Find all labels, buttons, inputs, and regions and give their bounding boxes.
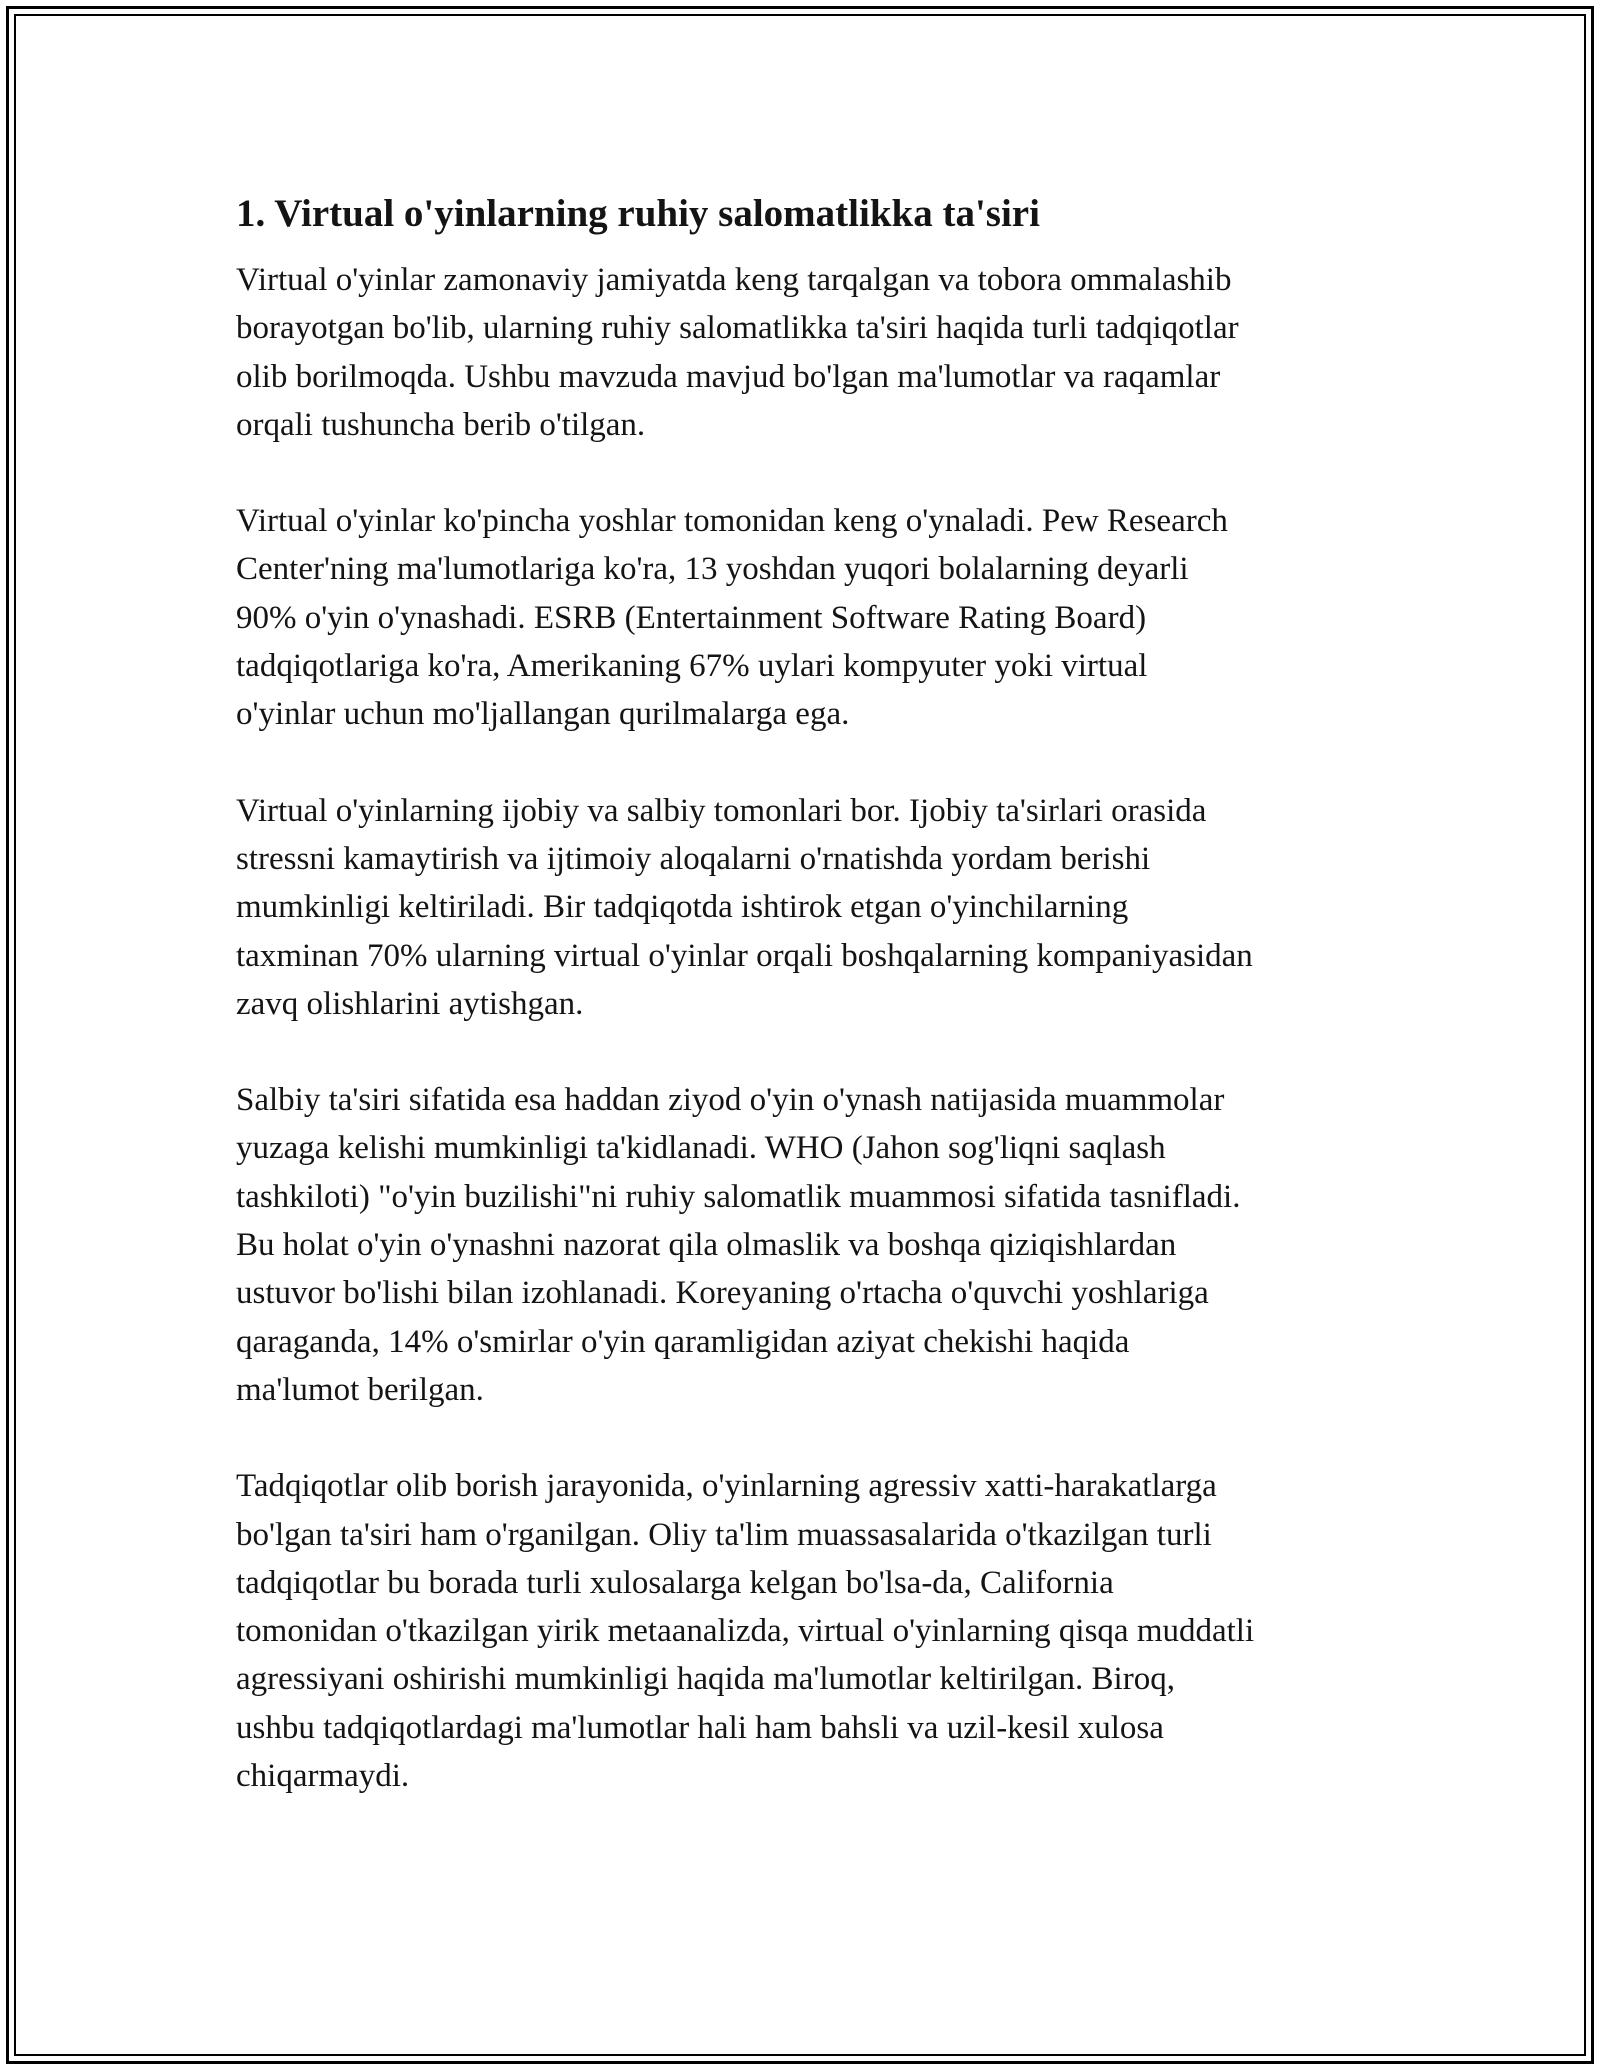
paragraph-line: ushbu tadqiqotlardagi ma'lumotlar hali ham bahsli va uzil-kesil xulosa <box>236 1709 1164 1746</box>
paragraph-aggression-research <box>236 1462 1376 1800</box>
paragraph-line: Bu holat o'yin o'ynashni nazorat qila olmaslik va boshqa qiziqishlardan <box>236 1227 1177 1264</box>
paragraph-positive-effects <box>236 787 1376 1028</box>
paragraph-line: tadqiqotlar bu borada turli xulosalarga kelgan bo'lsa-da, California <box>236 1564 1114 1601</box>
section-heading: 1. Virtual o'yinlarning ruhiy salomatlikka ta'siri <box>236 192 1040 235</box>
paragraph-line: zavq olishlarini aytishgan. <box>236 985 584 1022</box>
paragraph-line: borayotgan bo'lib, ularning ruhiy salomatlikka ta'siri haqida turli tadqiqotlar <box>236 310 1239 347</box>
paragraph-line: Virtual o'yinlar zamonaviy jamiyatda keng tarqalgan va tobora ommalashib <box>236 262 1232 298</box>
paragraph-line: Virtual o'yinlar ko'pincha yoshlar tomonidan keng o'ynaladi. Pew Research <box>236 503 1228 540</box>
paragraph-line: Salbiy ta'siri sifatida esa haddan ziyod o'yin o'ynash natijasida muammolar <box>236 1082 1225 1119</box>
paragraph-line: stressni kamaytirish va ijtimoiy aloqalarni o'rnatishda yordam berishi <box>236 840 1151 877</box>
paragraph-line: taxminan 70% ularning virtual o'yinlar orqali boshqalarning kompaniyasidan <box>236 937 1253 974</box>
paragraph-line: Center'ning ma'lumotlariga ko'ra, 13 yoshdan yuqori bolalarning deyarli <box>236 551 1189 588</box>
paragraph-line: o'yinlar uchun mo'ljallangan qurilmalarga ega. <box>236 696 850 733</box>
paragraph-line: mumkinligi keltiriladi. Bir tadqiqotda ishtirok etgan o'yinchilarning <box>236 889 1129 926</box>
paragraph-line: yuzaga kelishi mumkinligi ta'kidlanadi. WHO (Jahon sog'liqni saqlash <box>236 1130 1166 1167</box>
paragraph-line: agressiyani oshirishi mumkinligi haqida ma'lumotlar keltirilgan. Biroq, <box>236 1661 1175 1698</box>
document-body <box>236 186 1376 1800</box>
paragraph-line: tashkiloti) "o'yin buzilishi"ni ruhiy salomatlik muammosi sifatida tasnifladi. <box>236 1178 1241 1215</box>
paragraph-line: tadqiqotlariga ko'ra, Amerikaning 67% uylari kompyuter yoki virtual <box>236 648 1148 685</box>
paragraph-line: 90% o'yin o'ynashadi. ESRB (Entertainment Software Rating Board) <box>236 599 1147 636</box>
paragraph-line: tomonidan o'tkazilgan yirik metaanalizda, virtual o'yinlarning qisqa muddatli <box>236 1613 1255 1650</box>
paragraph-line: qaraganda, 14% o'smirlar o'yin qaramligidan aziyat chekishi haqida <box>236 1323 1130 1360</box>
paragraph-line: ustuvor bo'lishi bilan izohlanadi. Koreyaning o'rtacha o'quvchi yoshlariga <box>236 1275 1209 1312</box>
paragraph-line: chiqarmaydi. <box>236 1758 410 1795</box>
paragraph-line: Virtual o'yinlarning ijobiy va salbiy tomonlari bor. Ijobiy ta'sirlari orasida <box>236 792 1207 829</box>
paragraph-statistics <box>236 497 1376 738</box>
paragraph-line: Tadqiqotlar olib borish jarayonida, o'yinlarning agressiv xatti-harakatlarga <box>236 1468 1217 1505</box>
paragraph-line: ma'lumot berilgan. <box>236 1371 484 1408</box>
paragraph-intro <box>236 256 1376 449</box>
paragraph-line: bo'lgan ta'siri ham o'rganilgan. Oliy ta'lim muassasalarida o'tkazilgan turli <box>236 1516 1212 1553</box>
paragraph-negative-effects <box>236 1076 1376 1414</box>
paragraph-line: orqali tushuncha berib o'tilgan. <box>236 406 646 443</box>
paragraph-line: olib borilmoqda. Ushbu mavzuda mavjud bo'lgan ma'lumotlar va raqamlar <box>236 358 1221 395</box>
